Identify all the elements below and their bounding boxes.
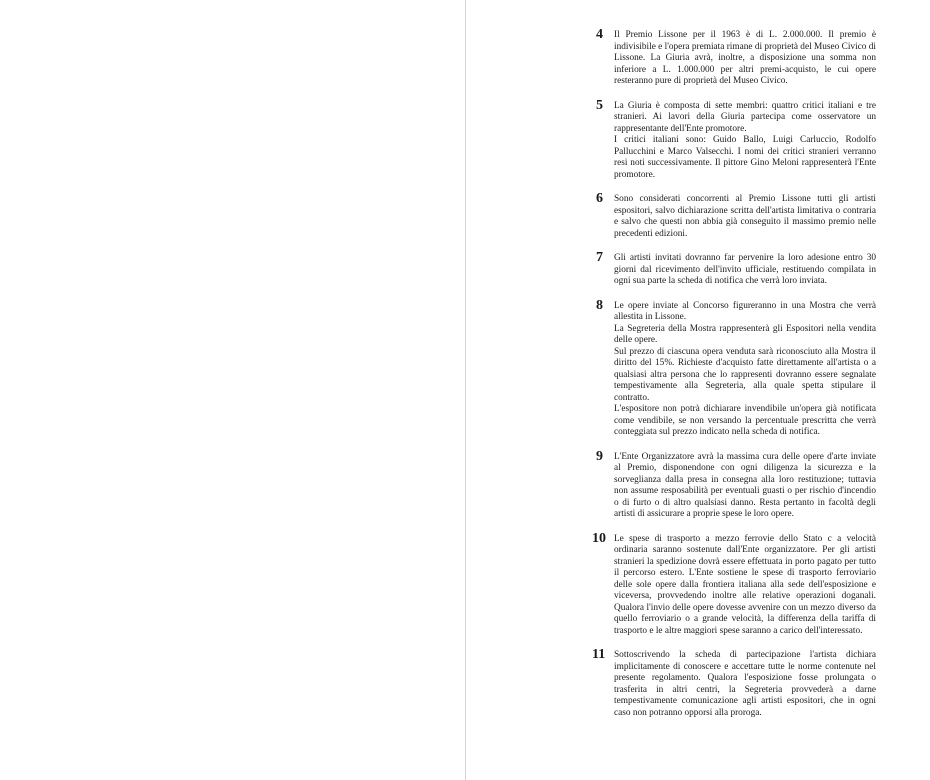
article-number: 11 xyxy=(592,647,606,662)
regulation-articles xyxy=(592,27,876,732)
article-paragraph: Sono considerati concorrenti al Premio Lissone tutti gli artisti espositori, salvo dichiarazione scritta dell'artista limitativa o contraria e salvo che questi non abbia già conseguito il massimo premio nelle precedenti edizioni. xyxy=(614,194,876,239)
article-paragraph: Le opere inviate al Concorso figureranno in una Mostra che verrà allestita in Lissone. xyxy=(614,300,876,322)
article-paragraph: Sottoscrivendo la scheda di partecipazione l'artista dichiara implicitamente di conoscere e accettare tutte le norme contenute nel presente regolamento. Qualora l'esposizione fosse prolungata o trasferita in altri centri, la Segreteria provvederà a darne tempestivamente comunicazione agli artisti espositori, che in ogni caso non potranno opporsi alla proroga. xyxy=(614,650,876,718)
article-paragraph: Il Premio Lissone per il 1963 è di L. 2.000.000. Il premio è indivisibile e l'opera premiata rimane di proprietà del Museo Civico di Lissone. La Giuria avrà, inoltre, a disposizione una somma non inferiore a L. 1.000.000 per altri premi-acquisto, le cui opere resteranno pure di proprietà del Museo Civico. xyxy=(614,30,876,86)
article-9 xyxy=(596,448,876,521)
article-number: 9 xyxy=(596,448,603,464)
article-5 xyxy=(596,97,876,182)
article-number: 7 xyxy=(596,250,603,265)
article-paragraph: La Segreteria della Mostra rappresenterà gli Espositori nella vendita delle opere. xyxy=(614,323,876,345)
article-paragraph: Sul prezzo di ciascuna opera venduta sarà riconosciuto alla Mostra il diritto del 15%. Richieste d'acquisto fatte direttamente all'artista o a qualsiasi altra persona che lo rappresenti dovranno essere segnalate tempestivamente alla Segreteria, alla quale spetta stipulare il contratto. xyxy=(614,346,876,403)
article-number: 10 xyxy=(592,530,606,546)
article-number: 4 xyxy=(596,27,603,42)
article-11 xyxy=(592,647,876,719)
article-paragraph: I critici italiani sono: Guido Ballo, Luigi Carluccio, Rodolfo Pallucchini e Marco Valsecchi. I nomi dei critici stranieri verranno resi noti successivamente. Il pittore Gino Meloni rappresenterà l'Ente promotore. xyxy=(614,135,876,180)
article-8 xyxy=(596,297,876,439)
article-number: 8 xyxy=(596,297,603,313)
article-10 xyxy=(592,530,876,638)
right-page xyxy=(466,0,930,780)
article-paragraph: L'Ente Organizzatore avrà la massima cura delle opere d'arte inviate al Premio, disponendone con ogni diligenza la sicurezza e la sorveglianza dalla presa in consegna alla loro restituzione; tuttavia non assume resposabilità per eventuali guasti o per rischio d'incendio o di furto o di altro qualsiasi danno. Resta pertanto in facoltà degli artisti di assicurare a proprie spese le loro opere. xyxy=(614,451,876,519)
article-6 xyxy=(596,191,876,240)
article-paragraph: L'espositore non potrà dichiarare invendibile un'opera già notificata come vendibile, se non versando la percentuale prescritta che verrà conteggiata sul prezzo indicato nella scheda di notifica. xyxy=(614,404,876,437)
article-paragraph: Gli artisti invitati dovranno far pervenire la loro adesione entro 30 giorni dal ricevimento dell'invito ufficiale, restituendo compilata in ogni sua parte la scheda di notifica che verrà loro inviata. xyxy=(614,253,876,286)
article-paragraph: Le spese di trasporto a mezzo ferrovie dello Stato c a velocità ordinaria saranno sostenute dall'Ente organizzatore. Per gli artisti stranieri la spedizione dovrà essere effettuata in porto pagato per tutto il percorso estero. L'Ente sostiene le spese di trasporto ferroviario delle sole opere dalla frontiera italiana alla sede dell'esposizione e viceversa, provvedendo inoltre alle relative operazioni doganali. Qualora l'invio delle opere dovesse avvenire con un mezzo diverso da quello ferroviario o a grande velocità, la differenza della tariffa di trasporto e le altre maggiori spese saranno a carico dell'interessato. xyxy=(614,533,876,636)
article-number: 6 xyxy=(596,191,603,206)
article-7 xyxy=(596,250,876,288)
article-paragraph: La Giuria è composta di sette membri: quattro critici italiani e tre stranieri. Ai lavori della Giuria partecipa come osservatore un rappresentante dell'Ente promotore. xyxy=(614,100,876,134)
article-number: 5 xyxy=(596,97,603,113)
article-4 xyxy=(596,27,876,88)
